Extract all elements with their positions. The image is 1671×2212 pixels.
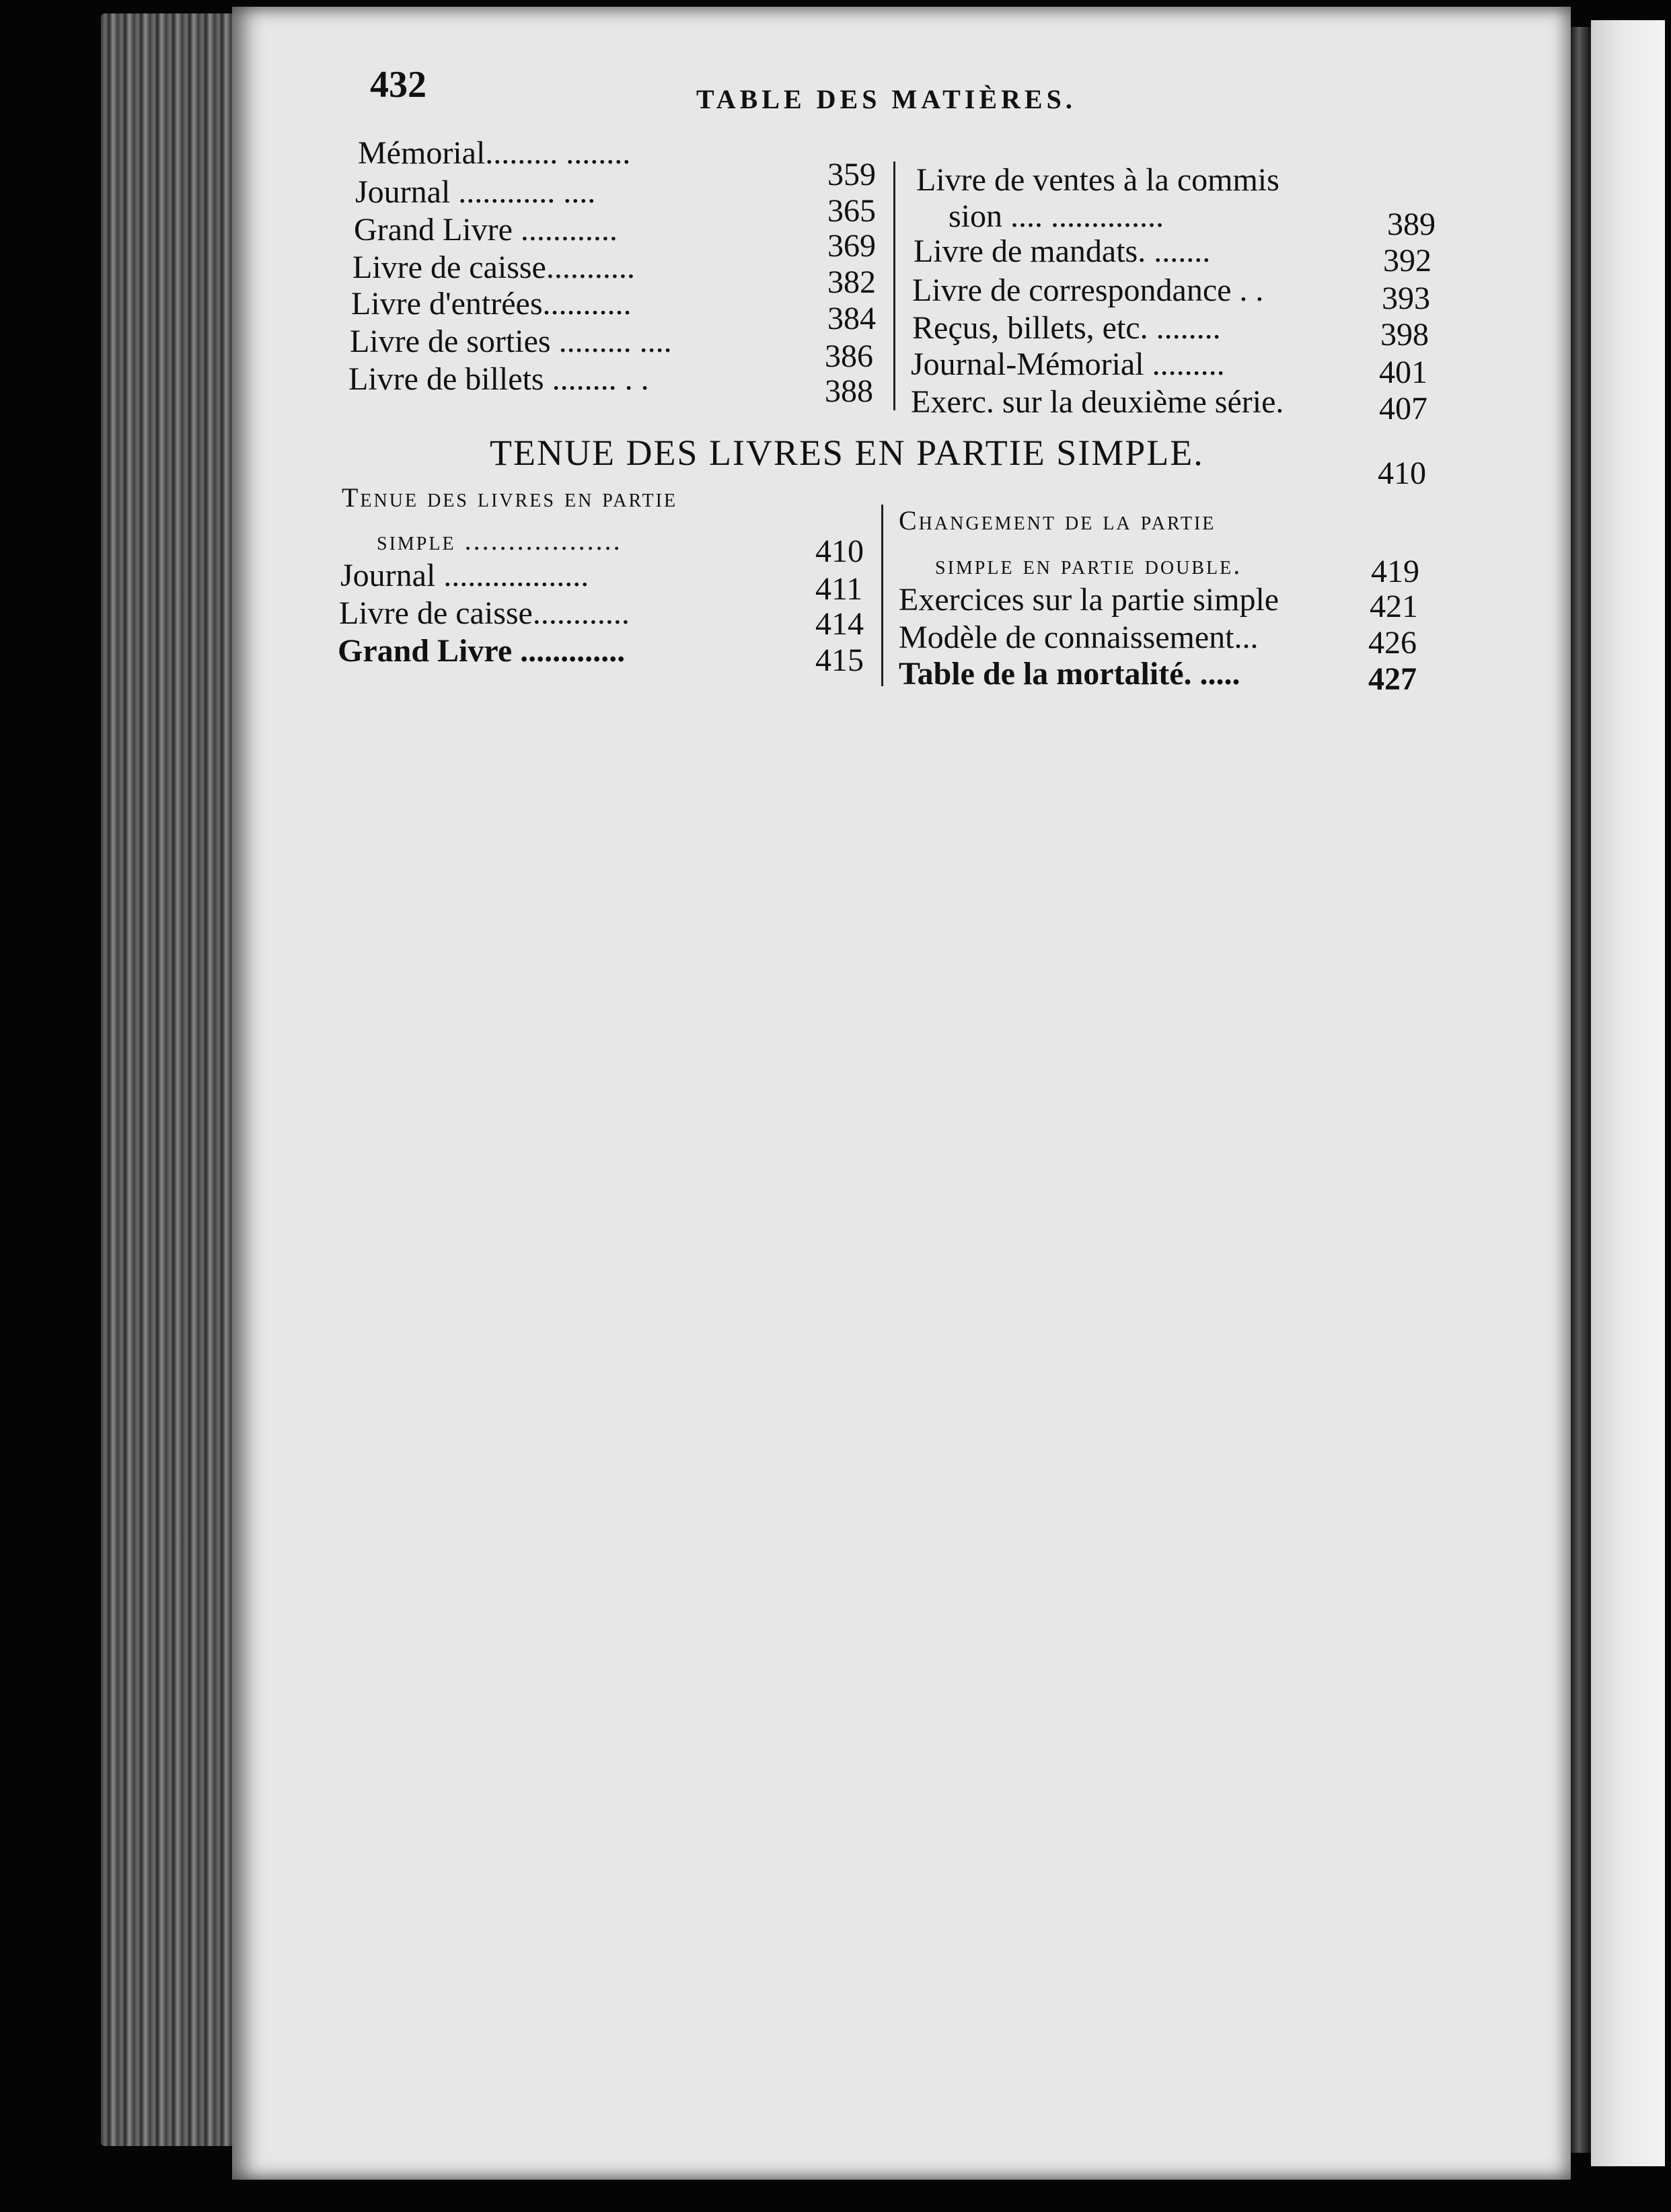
section-heading-page: 410 [1378,455,1426,491]
toc-entry-label: Exerc. sur la deuxième série. [911,384,1284,420]
toc-entry-label: Changement de la partie [899,505,1216,536]
toc-entry-page: 384 [827,301,876,336]
toc-entry-label: Livre d'entrées........... [351,286,632,322]
toc-entry-label: Mémorial......... ........ [358,135,631,171]
column-divider [893,161,895,410]
toc-entry-page: 421 [1370,589,1418,624]
toc-entry-label: simple .................. [377,525,622,556]
toc-entry-page: 392 [1383,243,1432,279]
toc-entry-page: 410 [815,533,864,569]
toc-entry-label: Livre de correspondance . . [912,272,1264,308]
facing-page-edge [1591,20,1665,2166]
toc-entry-page: 426 [1368,625,1417,661]
toc-entry-page: 427 [1368,661,1417,697]
toc-entry-label: Table de la mortalité. ..... [899,656,1240,692]
toc-entry-label: Exercices sur la partie simple [899,582,1279,618]
toc-entry-page: 415 [815,642,864,678]
toc-entry-label: Reçus, billets, etc. ........ [912,310,1221,346]
toc-entry-label: Modèle de connaissement... [899,620,1259,655]
toc-entry-page: 389 [1387,207,1436,242]
section-heading: TENUE DES LIVRES EN PARTIE SIMPLE. [490,433,1204,473]
toc-entry-page: 393 [1382,281,1430,316]
toc-entry-page: 369 [827,228,876,264]
toc-entry-page: 411 [815,571,863,607]
toc-entry-label: Livre de sorties ......... .... [350,324,672,359]
toc-entry-label: sion .... .............. [949,198,1164,234]
toc-entry-label: Journal-Mémorial ......... [911,346,1225,382]
toc-entry-page: 359 [827,157,876,192]
toc-entry-label: Grand Livre ............ [354,212,618,248]
toc-entry-label: Livre de mandats. ....... [914,233,1211,269]
column-divider [881,505,883,686]
toc-entry-page: 419 [1371,554,1419,589]
toc-entry-page: 414 [815,606,864,642]
toc-entry-label: Tenue des livres en partie [342,482,678,513]
toc-entry-label: Livre de billets ........ . . [348,361,649,397]
book-page-edges [101,13,242,2146]
toc-entry-label: Livre de caisse............ [339,595,630,631]
toc-entry-label: Grand Livre ............. [338,633,626,669]
toc-entry-page: 365 [827,193,876,229]
toc-entry-page: 398 [1380,317,1429,353]
toc-entry-label: Livre de caisse........... [352,250,635,285]
toc-entry-page: 386 [825,338,873,374]
toc-entry-label: simple en partie double. [935,550,1242,580]
toc-entry-label: Journal ............ .... [355,174,596,210]
toc-entry-page: 401 [1379,355,1427,390]
toc-entry-page: 388 [825,373,873,409]
page-number: 432 [370,64,426,106]
toc-entry-label: Journal .................. [340,558,589,593]
toc-entry-page: 407 [1379,391,1427,427]
running-title: TABLE DES MATIÈRES. [696,84,1076,114]
toc-entry-label: Livre de ventes à la commis [916,162,1279,198]
book-gutter [1571,27,1591,2153]
toc-entry-page: 382 [827,264,876,300]
